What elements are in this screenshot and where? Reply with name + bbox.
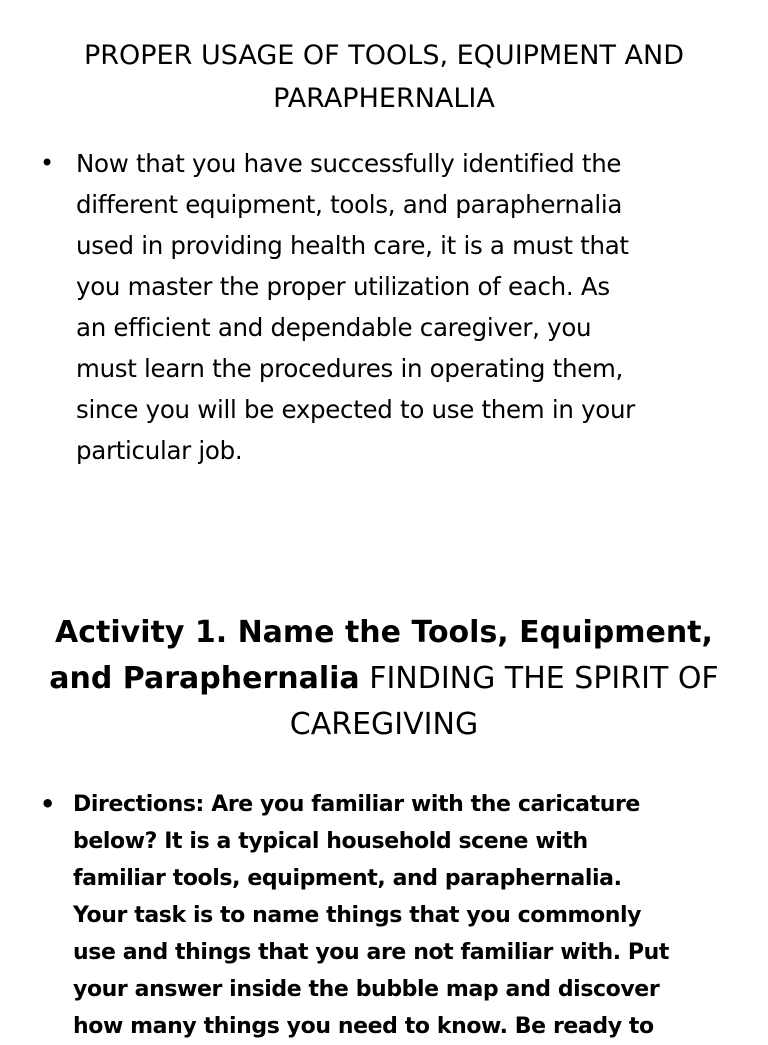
slide-proper-usage xyxy=(0,0,768,510)
bullet-marker: • xyxy=(40,790,56,818)
slide-activity-1 xyxy=(0,510,768,1039)
activity-title xyxy=(20,610,748,748)
activity-subtitle-line-1: FINDING THE SPIRIT OF xyxy=(359,661,719,696)
paragraph-text xyxy=(76,143,730,471)
paragraph-line: since you will be expected to use them in your xyxy=(76,395,635,424)
bullet-marker: • xyxy=(40,149,55,177)
activity-subtitle-line-2: CAREGIVING xyxy=(289,707,479,742)
title-line-1: PROPER USAGE OF TOOLS, EQUIPMENT AND xyxy=(83,40,685,71)
directions-line: Directions: Are you familiar with the caricature xyxy=(73,792,640,817)
slide-title xyxy=(30,34,738,120)
paragraph-line: you master the proper utilization of each. As xyxy=(76,272,610,301)
paragraph-line: particular job. xyxy=(76,436,243,465)
directions-bullet xyxy=(40,786,730,1045)
directions-text xyxy=(73,786,730,1045)
directions-line: use and things that you are not familiar with. Put xyxy=(73,940,670,965)
bullet-paragraph xyxy=(40,143,730,471)
paragraph-line: Now that you have successfully identified the xyxy=(76,149,622,178)
activity-title-bold-line-2: and Paraphernalia xyxy=(49,661,360,696)
directions-line: familiar tools, equipment, and paraphernalia. xyxy=(73,866,622,891)
directions-line: Your task is to name things that you commonly xyxy=(73,903,642,928)
activity-title-bold-line-1: Activity 1. Name the Tools, Equipment, xyxy=(55,615,713,650)
paragraph-line: used in providing health care, it is a must that xyxy=(76,231,629,260)
paragraph-line: an efficient and dependable caregiver, you xyxy=(76,313,592,342)
title-line-2: PARAPHERNALIA xyxy=(273,83,495,114)
paragraph-line: different equipment, tools, and paraphernalia xyxy=(76,190,623,219)
directions-line: how many things you need to know. Be ready to xyxy=(73,1014,654,1039)
directions-line: below? It is a typical household scene with xyxy=(73,829,588,854)
paragraph-line: must learn the procedures in operating them, xyxy=(76,354,624,383)
directions-line: your answer inside the bubble map and discover xyxy=(73,977,660,1002)
